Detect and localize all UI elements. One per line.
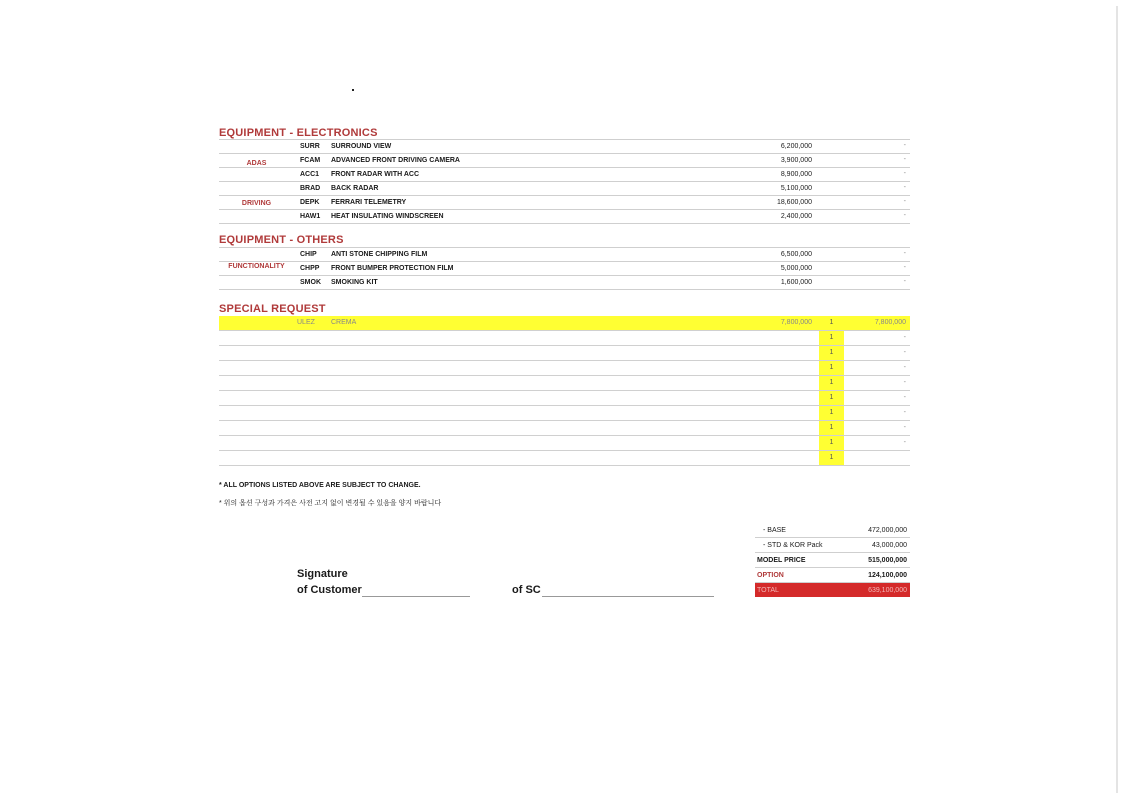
special-request-row <box>219 451 910 466</box>
option-price: 6,200,000 <box>780 143 812 150</box>
signature-label-line2: of Customer <box>297 584 362 596</box>
option-description: BACK RADAR <box>331 185 379 192</box>
option-quantity: 1 <box>819 451 844 465</box>
option-row <box>219 154 910 168</box>
option-description: CREMA <box>331 319 357 326</box>
group-label-functionality: FUNCTIONALITY <box>228 263 285 270</box>
option-quantity: 1 <box>819 421 844 435</box>
special-request-row <box>219 346 910 361</box>
option-amount: - <box>903 156 906 163</box>
option-code: FCAM <box>300 157 321 164</box>
option-amount: - <box>903 212 906 219</box>
option-price: 1,600,000 <box>780 279 812 286</box>
option-amount: - <box>903 349 906 356</box>
price-summary <box>755 523 910 597</box>
option-amount: - <box>903 379 906 386</box>
option-code: ACC1 <box>300 171 320 178</box>
special-request-row <box>219 406 910 421</box>
section-title-special: SPECIAL REQUEST <box>219 303 326 315</box>
option-row <box>219 248 910 262</box>
note-english: * ALL OPTIONS LISTED ABOVE ARE SUBJECT TO CHANGE. <box>219 482 421 489</box>
option-row <box>219 210 910 224</box>
option-description: SURROUND VIEW <box>331 143 392 150</box>
pack-value: 43,000,000 <box>871 542 907 549</box>
option-description: FRONT RADAR WITH ACC <box>331 171 420 178</box>
option-code: CHIP <box>300 251 317 258</box>
summary-row-pack <box>755 538 910 553</box>
special-request-row <box>219 376 910 391</box>
electronics-table <box>219 139 910 224</box>
option-amount: 7,800,000 <box>874 319 906 326</box>
option-row <box>219 182 910 196</box>
option-price: 3,900,000 <box>780 157 812 164</box>
stray-mark <box>352 89 354 91</box>
option-amount: - <box>903 364 906 371</box>
sc-signature-label: of SC <box>512 584 541 596</box>
sc-signature-line[interactable] <box>542 596 714 597</box>
option-description: FRONT BUMPER PROTECTION FILM <box>331 265 454 272</box>
option-quantity: 1 <box>819 361 844 375</box>
option-row <box>219 262 910 276</box>
model-price-label: MODEL PRICE <box>757 557 806 564</box>
option-code: HAW1 <box>300 213 321 220</box>
option-description: ANTI STONE CHIPPING FILM <box>331 251 428 258</box>
option-code: ULEZ <box>297 319 315 326</box>
option-code: BRAD <box>300 185 321 192</box>
option-row <box>219 168 910 182</box>
option-amount: - <box>903 439 906 446</box>
option-label: OPTION <box>757 572 784 579</box>
summary-row-base <box>755 523 910 538</box>
special-request-row <box>219 436 910 451</box>
option-value: 124,100,000 <box>868 572 907 579</box>
special-request-table <box>219 316 910 466</box>
option-amount: - <box>903 424 906 431</box>
option-price: 5,100,000 <box>780 185 812 192</box>
option-amount: - <box>903 142 906 149</box>
option-price: 2,400,000 <box>780 213 812 220</box>
option-description: HEAT INSULATING WINDSCREEN <box>331 213 444 220</box>
option-amount: - <box>903 278 906 285</box>
option-description: FERRARI TELEMETRY <box>331 199 407 206</box>
page-edge <box>1116 6 1118 793</box>
option-amount: - <box>903 198 906 205</box>
pack-label: - STD & KOR Pack <box>763 542 823 549</box>
summary-row-total <box>755 583 910 597</box>
option-description: SMOKING KIT <box>331 279 378 286</box>
total-label: TOTAL <box>757 587 779 594</box>
option-amount: - <box>903 184 906 191</box>
option-row <box>219 140 910 154</box>
special-request-row <box>219 421 910 436</box>
summary-row-option <box>755 568 910 583</box>
option-price: 18,600,000 <box>776 199 812 206</box>
section-title-electronics: EQUIPMENT - ELECTRONICS <box>219 127 378 139</box>
section-title-others: EQUIPMENT - OTHERS <box>219 234 344 246</box>
model-price-value: 515,000,000 <box>868 557 907 564</box>
option-price: 6,500,000 <box>780 251 812 258</box>
customer-signature-line[interactable] <box>362 596 470 597</box>
option-price: 8,900,000 <box>780 171 812 178</box>
option-quantity: 1 <box>819 376 844 390</box>
option-row <box>219 276 910 290</box>
base-value: 472,000,000 <box>868 527 907 534</box>
option-amount: - <box>903 409 906 416</box>
option-quantity: 1 <box>819 316 844 330</box>
special-request-row <box>219 391 910 406</box>
note-korean: * 위의 옵션 구성과 가격은 사전 고지 없이 변경될 수 있음을 양지 바랍니다 <box>219 500 442 507</box>
option-amount: - <box>903 264 906 271</box>
option-amount: - <box>903 394 906 401</box>
base-label: - BASE <box>763 527 786 534</box>
option-code: DEPK <box>300 199 320 206</box>
option-description: ADVANCED FRONT DRIVING CAMERA <box>331 157 460 164</box>
special-request-row <box>219 361 910 376</box>
option-quantity: 1 <box>819 406 844 420</box>
option-code: SURR <box>300 143 320 150</box>
option-amount: - <box>903 250 906 257</box>
option-code: SMOK <box>300 279 321 286</box>
group-label-driving: DRIVING <box>241 200 272 207</box>
group-label-adas: ADAS <box>246 160 267 167</box>
option-row <box>219 196 910 210</box>
total-value: 639,100,000 <box>868 587 907 594</box>
signature-label-line1: Signature <box>297 568 348 580</box>
option-quantity: 1 <box>819 346 844 360</box>
others-table <box>219 247 910 290</box>
option-quantity: 1 <box>819 391 844 405</box>
option-price: 5,000,000 <box>780 265 812 272</box>
option-price: 7,800,000 <box>780 319 812 326</box>
option-code: CHPP <box>300 265 320 272</box>
option-amount: - <box>903 170 906 177</box>
special-request-row <box>219 316 910 331</box>
summary-row-model-price <box>755 553 910 568</box>
option-amount: - <box>903 334 906 341</box>
option-quantity: 1 <box>819 331 844 345</box>
option-quantity: 1 <box>819 436 844 450</box>
special-request-row <box>219 331 910 346</box>
